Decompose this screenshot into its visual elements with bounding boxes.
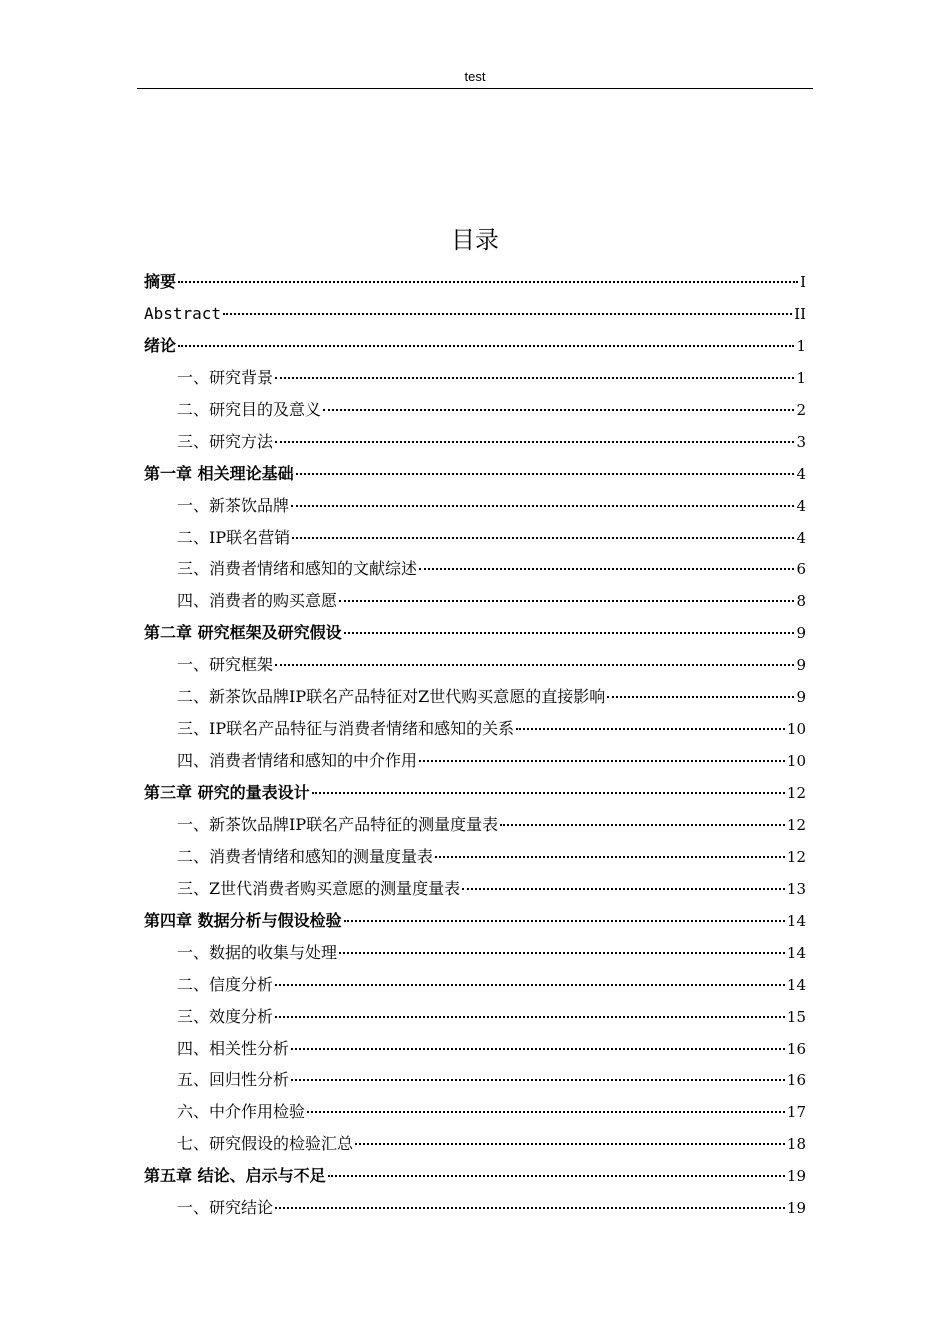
toc-entry-page-number: 3	[796, 432, 806, 451]
toc-title: 目录	[451, 226, 499, 254]
toc-entry-page-number: 4	[796, 464, 806, 483]
toc-entry-page-number: 14	[786, 975, 806, 994]
toc-entry-label: 一、数据的收集与处理	[177, 942, 338, 962]
toc-dot-leader	[607, 690, 794, 698]
toc-entry-label: 第二章 研究框架及研究假设	[144, 623, 342, 643]
toc-entry[interactable]	[144, 777, 806, 809]
toc-dot-leader	[291, 1042, 785, 1050]
toc-entry-page-number: 16	[786, 1039, 806, 1058]
toc-entry-label: 六、中介作用检验	[177, 1102, 306, 1122]
toc-entry[interactable]	[144, 905, 806, 937]
toc-dot-leader	[516, 722, 785, 730]
toc-entry-label: 二、IP联名营销	[177, 527, 291, 547]
toc-entry[interactable]	[144, 1033, 806, 1065]
toc-entry[interactable]	[144, 330, 806, 362]
toc-dot-leader	[323, 403, 794, 411]
toc-entry-label: 三、研究方法	[177, 431, 274, 451]
toc-entry-page-number: 6	[796, 560, 806, 579]
toc-entry-page-number: 9	[796, 624, 806, 643]
toc-dot-leader	[462, 882, 785, 890]
toc-dot-leader	[275, 978, 785, 986]
toc-entry-page-number: I	[800, 273, 806, 291]
toc-entry-page-number: 1	[796, 336, 806, 355]
toc-entry[interactable]	[144, 969, 806, 1001]
toc-dot-leader	[435, 850, 785, 858]
toc-entry-label: 绪论	[144, 335, 177, 355]
toc-entry-page-number: II	[794, 304, 806, 323]
toc-dot-leader	[296, 467, 795, 475]
toc-entry-label: 三、Z世代消费者购买意愿的测量度量表	[177, 878, 461, 898]
toc-entry-page-number: 4	[796, 528, 806, 547]
toc-entry[interactable]	[144, 873, 806, 905]
toc-entry-label: 三、IP联名产品特征与消费者情绪和感知的关系	[177, 719, 515, 739]
toc-entry-page-number: 12	[786, 815, 806, 834]
toc-entry-page-number: 14	[786, 943, 806, 962]
table-of-contents	[144, 266, 806, 1224]
toc-entry-page-number: 12	[786, 784, 806, 802]
toc-entry[interactable]	[144, 617, 806, 649]
toc-dot-leader	[275, 435, 794, 443]
toc-entry-page-number: 1	[796, 368, 806, 387]
toc-entry-label: 三、消费者情绪和感知的文献综述	[177, 559, 418, 579]
toc-dot-leader	[291, 1073, 785, 1081]
toc-entry-page-number: 9	[796, 656, 806, 675]
toc-entry-label: 摘要	[144, 272, 177, 291]
toc-entry-page-number: 4	[796, 496, 806, 515]
toc-dot-leader	[419, 754, 785, 762]
toc-entry-label: 一、研究框架	[177, 655, 274, 675]
toc-entry-label: 一、研究结论	[177, 1198, 274, 1218]
toc-dot-leader	[178, 275, 798, 283]
toc-entry-page-number: 13	[786, 879, 806, 898]
toc-dot-leader	[275, 1010, 785, 1018]
toc-entry-page-number: 10	[786, 720, 806, 739]
toc-dot-leader	[292, 531, 794, 539]
toc-entry[interactable]	[144, 362, 806, 394]
toc-entry[interactable]	[144, 553, 806, 585]
toc-entry[interactable]	[144, 809, 806, 841]
toc-entry-label: 二、研究目的及意义	[177, 399, 322, 419]
toc-entry-label: 一、新茶饮品牌IP联名产品特征的测量度量表	[177, 814, 499, 834]
toc-entry[interactable]	[144, 681, 806, 713]
toc-entry[interactable]	[144, 298, 806, 330]
toc-entry[interactable]	[144, 1192, 806, 1224]
toc-entry-page-number: 10	[786, 752, 806, 771]
toc-entry-page-number: 2	[796, 400, 806, 419]
toc-entry[interactable]	[144, 1128, 806, 1160]
toc-entry-label: 七、研究假设的检验汇总	[177, 1134, 354, 1154]
toc-dot-leader	[419, 562, 794, 570]
page-header	[137, 68, 813, 89]
toc-entry-label: 第三章 研究的量表设计	[144, 783, 310, 802]
toc-dot-leader	[312, 786, 785, 794]
toc-dot-leader	[291, 499, 794, 507]
toc-dot-leader	[275, 658, 794, 666]
toc-entry[interactable]	[144, 585, 806, 617]
header-text: test	[464, 69, 486, 84]
toc-dot-leader	[339, 946, 785, 954]
toc-entry-label: 第五章 结论、启示与不足	[144, 1166, 326, 1186]
toc-entry-label: 一、新茶饮品牌	[177, 495, 290, 515]
toc-entry-page-number: 19	[786, 1199, 806, 1218]
toc-entry-page-number: 18	[786, 1135, 806, 1154]
toc-entry-label: 二、消费者情绪和感知的测量度量表	[177, 846, 434, 866]
toc-entry-label: 第四章 数据分析与假设检验	[144, 910, 342, 930]
toc-entry[interactable]	[144, 394, 806, 426]
toc-entry[interactable]	[144, 649, 806, 681]
toc-entry-page-number: 14	[786, 911, 806, 930]
toc-entry[interactable]	[144, 458, 806, 490]
toc-dot-leader	[500, 818, 785, 826]
toc-entry-page-number: 15	[786, 1007, 806, 1026]
toc-entry-label: Abstract	[144, 303, 222, 323]
toc-dot-leader	[355, 1137, 785, 1145]
toc-dot-leader	[275, 371, 794, 379]
toc-entry[interactable]	[144, 841, 806, 873]
toc-dot-leader	[275, 1201, 785, 1209]
toc-entry-label: 三、效度分析	[177, 1006, 274, 1026]
toc-entry[interactable]	[144, 490, 806, 522]
toc-dot-leader	[339, 594, 794, 602]
toc-entry-label: 第一章 相关理论基础	[144, 463, 294, 483]
toc-entry[interactable]	[144, 522, 806, 554]
toc-entry-label: 五、回归性分析	[177, 1070, 290, 1090]
toc-entry-page-number: 9	[796, 688, 806, 707]
toc-dot-leader	[344, 626, 795, 634]
toc-dot-leader	[178, 339, 794, 347]
toc-entry[interactable]	[144, 426, 806, 458]
toc-entry-label: 一、研究背景	[177, 367, 274, 387]
toc-dot-leader	[328, 1169, 785, 1177]
toc-entry-label: 四、相关性分析	[177, 1038, 290, 1058]
toc-entry-page-number: 12	[786, 847, 806, 866]
toc-entry[interactable]	[144, 1096, 806, 1128]
toc-entry[interactable]	[144, 1064, 806, 1096]
toc-entry-page-number: 17	[786, 1103, 806, 1122]
toc-entry-label: 二、信度分析	[177, 974, 274, 994]
toc-entry-page-number: 8	[796, 592, 806, 611]
toc-entry-page-number: 19	[786, 1167, 806, 1186]
toc-entry[interactable]	[144, 713, 806, 745]
toc-entry-page-number: 16	[786, 1071, 806, 1090]
toc-entry[interactable]	[144, 266, 806, 298]
toc-entry[interactable]	[144, 745, 806, 777]
toc-entry-label: 二、新茶饮品牌IP联名产品特征对Z世代购买意愿的直接影响	[177, 687, 606, 707]
toc-entry-label: 四、消费者的购买意愿	[177, 591, 338, 611]
toc-entry[interactable]	[144, 937, 806, 969]
toc-dot-leader	[307, 1105, 785, 1113]
toc-entry[interactable]	[144, 1001, 806, 1033]
toc-entry[interactable]	[144, 1160, 806, 1192]
toc-dot-leader	[344, 914, 785, 922]
toc-dot-leader	[223, 307, 792, 315]
toc-entry-label: 四、消费者情绪和感知的中介作用	[177, 751, 418, 771]
